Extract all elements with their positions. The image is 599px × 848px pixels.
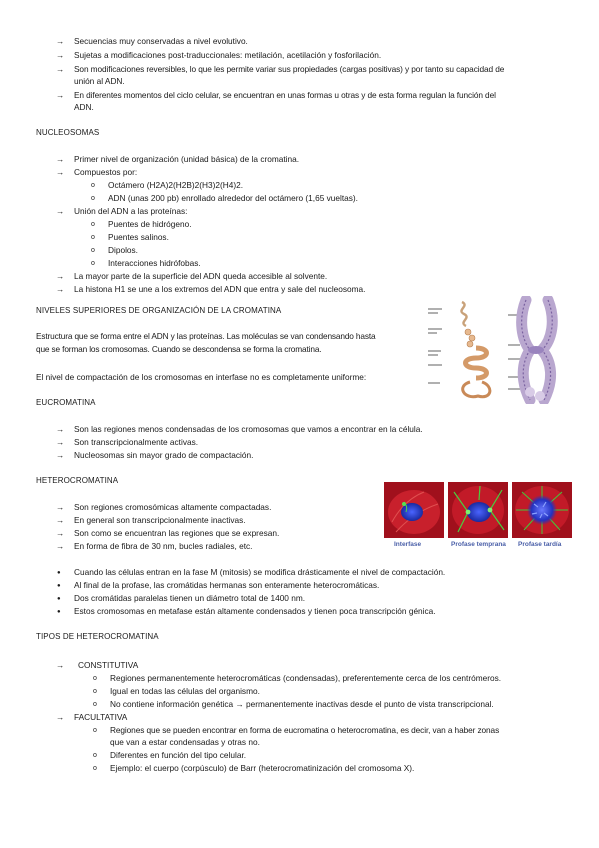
sub-list-item-continuation: que van a estar condensadas y otras no. [110, 737, 260, 747]
nucleosomas-heading: NUCLEOSOMAS [36, 128, 100, 137]
list-item: Secuencias muy conservadas a nivel evolutivo. [74, 36, 248, 46]
list-item: En diferentes momentos del ciclo celular, se encuentran en unas formas u otras y de esta forma regulan la función del [74, 90, 496, 100]
list-item: En forma de fibra de 30 nm, bucles radiales, etc. [74, 541, 253, 551]
figure-caption: Interfase [394, 541, 422, 548]
sub-list-item: o Octámero (H2A)2(H2B)2(H3)2(H4)2. [108, 180, 243, 191]
chromatin-levels-figure [426, 296, 566, 404]
heterocromatina-heading: HETEROCROMATINA [36, 476, 119, 485]
tipos-heading: TIPOS DE HETEROCROMATINA [36, 632, 159, 641]
list-item: Son modificaciones reversibles, lo que les permite variar sus propiedades (cargas positivas) y por tanto su capacidad de [74, 64, 505, 74]
profase-tardia-panel [512, 482, 572, 538]
interfase-panel [384, 482, 444, 538]
bullet-item: ● Dos cromátidas paralelas tienen un diámetro total de 1400 nm. [74, 593, 305, 604]
bullet-item: ● Al final de la profase, las cromátidas hermanas son enteramente heterocromáticas. [74, 580, 379, 591]
microscopy-panels [384, 482, 572, 538]
list-item: Son como se encuentran las regiones que se expresan. [74, 528, 280, 538]
sub-list-item: o Ejemplo: el cuerpo (corpúsculo) de Barr (heterocromatinización del cromosoma X). [110, 763, 414, 774]
list-item: Nucleosomas sin mayor grado de compactación. [74, 450, 254, 460]
bullet-item: ● Cuando las células entran en la fase M (mitosis) se modifica drásticamente el nivel de compactación. [74, 567, 445, 578]
list-item: Unión del ADN a las proteínas: [74, 206, 188, 216]
arrow-icon: → [56, 660, 65, 670]
sub-list-item: o Regiones que se pueden encontrar en forma de eucromatina o heterocromatina, es decir, van a haber zonas [110, 725, 499, 736]
figure-caption: Profase tardía [518, 541, 562, 548]
arrow-icon: → [56, 36, 65, 46]
list-item-continuation: unión al ADN. [74, 76, 125, 86]
arrow-icon: → [56, 424, 65, 434]
niveles-paragraph-1 [36, 330, 422, 355]
arrow-icon: → [56, 541, 65, 551]
paragraph-line: Estructura que se forma entre el ADN y las proteínas. Las moléculas se van condensando hasta [36, 331, 376, 341]
list-item: En general son transcripcionalmente inactivas. [74, 515, 246, 525]
niveles-paragraph-2: El nivel de compactación de los cromosomas en interfase no es completamente uniforme: [36, 372, 367, 382]
sub-list-item: o ADN (unas 200 pb) enrollado alrededor del octámero (1,65 vueltas). [108, 193, 358, 204]
list-item: Son las regiones menos condensadas de los cromosomas que vamos a encontrar en la célula. [74, 424, 423, 434]
arrow-icon: → [56, 712, 65, 722]
arrow-icon: → [56, 450, 65, 460]
sub-list-item: o Puentes salinos. [108, 232, 169, 243]
arrow-icon: → [56, 271, 65, 281]
list-item: Son transcripcionalmente activas. [74, 437, 199, 447]
constitutiva-label: CONSTITUTIVA [78, 660, 139, 670]
arrow-icon: → [56, 64, 65, 74]
sub-list-item: o Puentes de hidrógeno. [108, 219, 192, 230]
arrow-icon: → [56, 515, 65, 525]
list-item: Sujetas a modificaciones post-traduccionales: metilación, acetilación y fosforilación. [74, 50, 382, 60]
mitosis-microscopy-figure [384, 482, 572, 548]
sub-list-item: o Igual en todas las células del organismo. [110, 686, 260, 697]
list-item: Primer nivel de organización (unidad básica) de la cromatina. [74, 154, 300, 164]
list-item: La mayor parte de la superficie del ADN queda accesible al solvente. [74, 271, 328, 281]
profase-temprana-panel [448, 482, 508, 538]
arrow-icon: → [56, 90, 65, 100]
list-item: Compuestos por: [74, 167, 138, 177]
chromatin-diagram [426, 296, 566, 404]
sub-list-item: o Diferentes en función del tipo celular. [110, 750, 246, 761]
arrow-icon: → [56, 502, 65, 512]
sub-list-item: o Dipolos. [108, 245, 138, 256]
arrow-icon: → [56, 167, 65, 177]
arrow-icon: → [56, 528, 65, 538]
sub-list-item: o Regiones permanentemente heterocromáticas (condensadas), preferentemente cerca de los centrómeros. [110, 673, 501, 684]
list-item: La histona H1 se une a los extremos del ADN que entra y sale del nucleosoma. [74, 284, 366, 294]
figure-caption: Profase temprana [451, 541, 506, 548]
arrow-icon: → [56, 437, 65, 447]
arrow-icon: → [56, 284, 65, 294]
eucromatina-heading: EUCROMATINA [36, 398, 96, 407]
arrow-icon: → [56, 154, 65, 164]
bullet-item: ● Estos cromosomas en metafase están altamente condensados y tienen poca transcripción génica. [74, 606, 436, 617]
niveles-heading: NIVELES SUPERIORES DE ORGANIZACIÓN DE LA CROMATINA [36, 306, 282, 315]
sub-list-item: o No contiene información genética → permanentemente inactivas desde el punto de vista transcripcional. [110, 699, 494, 710]
paragraph-line: que se forman los cromosomas. Cuando se descondensa se forma la cromatina. [36, 343, 322, 354]
arrow-icon: → [56, 50, 65, 60]
facultativa-label: FACULTATIVA [74, 712, 128, 722]
sub-list-item: o Interacciones hidrófobas. [108, 258, 201, 269]
arrow-icon: → [56, 206, 65, 216]
list-item: Son regiones cromosómicas altamente compactadas. [74, 502, 272, 512]
list-item-continuation: ADN. [74, 102, 94, 112]
